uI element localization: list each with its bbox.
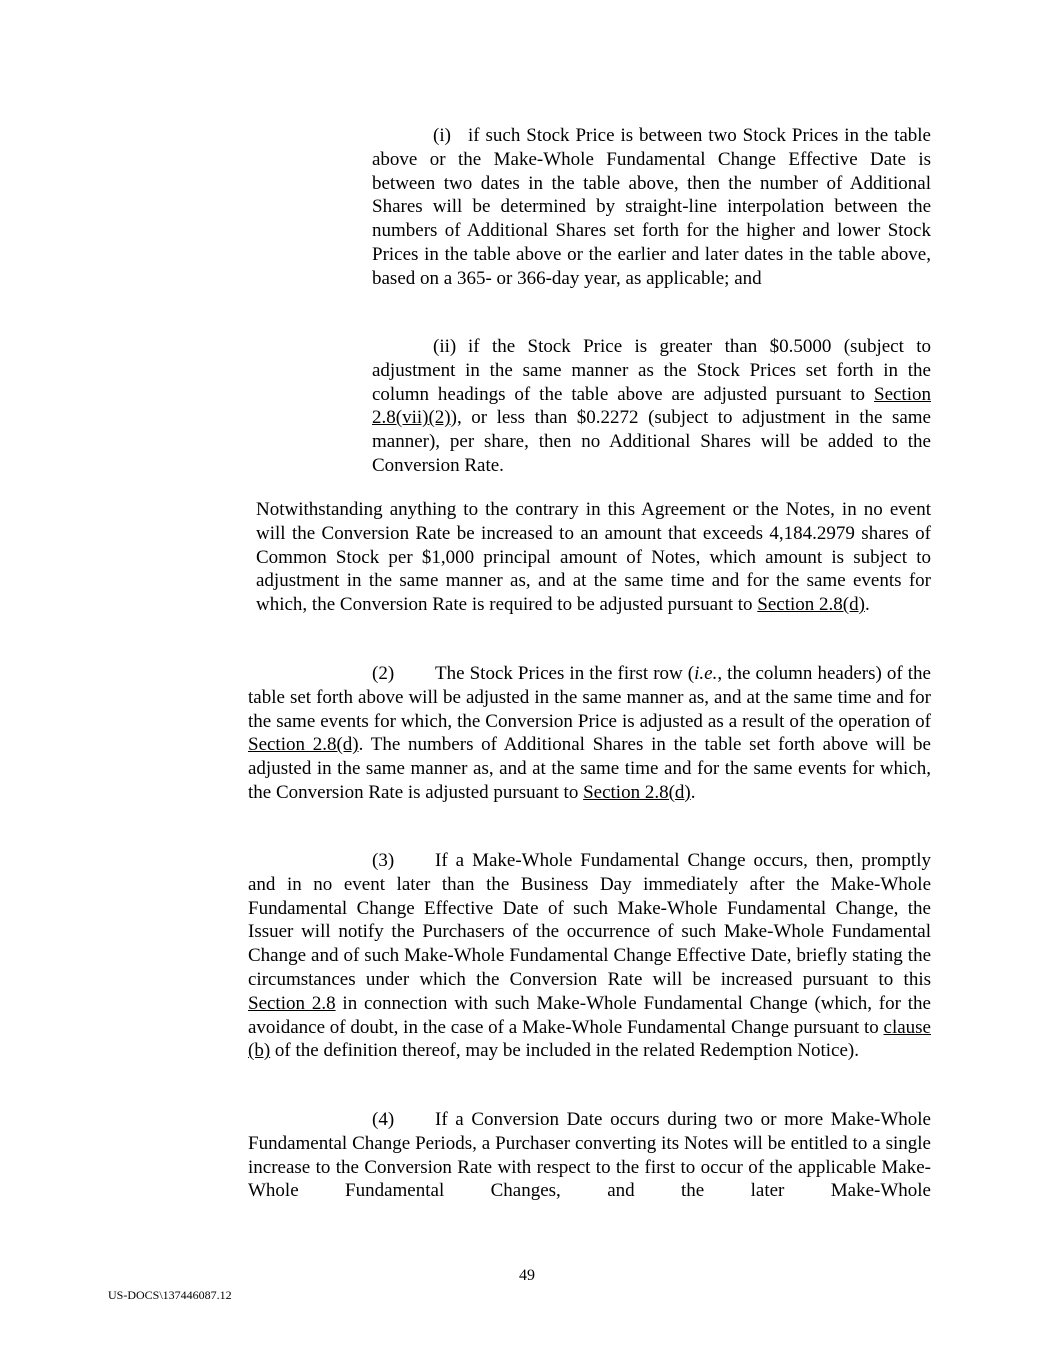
- clause-label: (i): [433, 125, 451, 146]
- paragraph-label: (2): [372, 663, 395, 684]
- paragraph-text: in connection with such Make-Whole Fundamental Change (which, for the avoidance of doubt, in the case of a Make-Whole Fundamental Change pursuant to: [248, 992, 931, 1038]
- clause-ii: [372, 335, 931, 478]
- clause-text: ), or less than $0.2272 (subject to adjustment in the same manner), per share, then no Additional Shares will be added to the Conversion Rate.: [372, 407, 931, 476]
- page-number: 49: [519, 1267, 535, 1284]
- paragraph-label: (3): [372, 850, 395, 871]
- paragraph-text: Notwithstanding anything to the contrary in this Agreement or the Notes, in no event will the Conversion Rate be increased to an amount that exceeds 4,184.2979 shares of Common Stock per $1,000 principal amount of Notes, which amount is subject to adjustment in the same manner as, and at the same time and for the same events for which, the Conversion Rate is required to be adjusted pursuant to: [256, 499, 931, 616]
- section-reference: Section 2.8(d): [248, 734, 359, 756]
- paragraph-2: [248, 662, 931, 805]
- clause-label: (ii): [433, 336, 457, 357]
- paragraph-4: [248, 1108, 931, 1203]
- section-reference: Section 2.8(d): [757, 594, 865, 616]
- paragraph-text: of the definition thereof, may be included in the related Redemption Notice).: [270, 1040, 859, 1062]
- clause-reference: clause (b): [248, 1016, 931, 1062]
- paragraph-label: (4): [372, 1109, 395, 1130]
- section-reference: Section 2.8(d): [583, 781, 691, 803]
- paragraph-text: If a Conversion Date occurs during two or more Make-Whole Fundamental Change Periods, a Purchaser converting its Notes will be entitled to a single increase to the Conversion Rate with respect to the first to occur of the applicable Make-Whole Fundamental Changes, and the later Make-Whole: [248, 1109, 931, 1202]
- paragraph-text: , the column headers) of the table set forth above will be adjusted in the same manner as, and at the same time and for the same events for which, the Conversion Price is adjusted as a result of the operation of: [248, 663, 931, 732]
- notwithstanding-paragraph: [256, 498, 931, 617]
- section-reference: Section 2.8(vii)(2): [372, 383, 931, 429]
- italic-text: i.e.: [694, 663, 718, 684]
- paragraph-text: The Stock Prices in the first row (: [435, 663, 695, 684]
- paragraph-text: If a Make-Whole Fundamental Change occurs, then, promptly and in no event later than the Business Day immediately after the Make-Whole Fundamental Change Effective Date of such Make-Whole Fundamental Change, the Issuer will notify the Purchasers of the occurrence of such Make-Whole Fundamental Change and of such Make-Whole Fundamental Change Effective Date, briefly stating the circumstances under which the Conversion Rate will be increased pursuant to this: [248, 850, 931, 990]
- clause-text: if the Stock Price is greater than $0.5000 (subject to adjustment in the same manner as the Stock Prices set forth in the column headings of the table above are adjusted pursuant to: [372, 336, 931, 405]
- clause-i: [372, 124, 931, 291]
- clause-text: if such Stock Price is between two Stock Prices in the table above or the Make-Whole Fundamental Change Effective Date is between two dates in the table above, then the number of Additional Shares will be determined by straight-line interpolation between the numbers of Additional Shares set forth for the higher and lower Stock Prices in the table above or the earlier and later dates in the table above, based on a 365- or 366-day year, as applicable; and: [372, 125, 931, 289]
- paragraph-3: [248, 849, 931, 1063]
- paragraph-text: .: [690, 781, 696, 803]
- document-id: US-DOCS\137446087.12: [108, 1288, 232, 1302]
- paragraph-text: . The numbers of Additional Shares in the table set forth above will be adjusted in the same manner as, and at the same time and for the same events for which, the Conversion Rate is adjusted pursuant to: [248, 734, 931, 803]
- paragraph-text: .: [864, 594, 870, 616]
- section-reference: Section 2.8: [248, 992, 336, 1014]
